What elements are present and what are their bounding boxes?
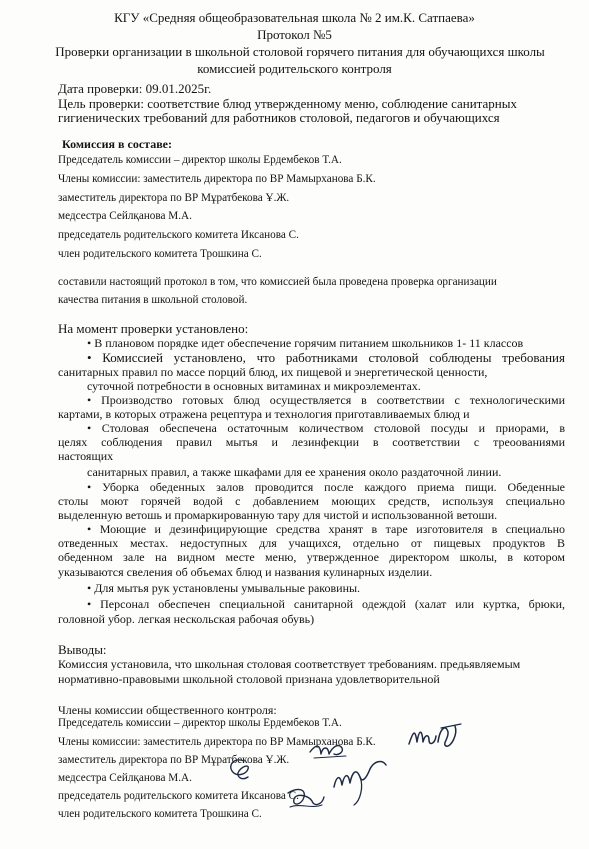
commission-member: Члены комиссии: заместитель директора по ВР Мамырханова Б.К.: [58, 173, 376, 185]
conclusions-line-2: нормативно-правовыми школьной столовой признана удовлетворительной: [58, 672, 440, 686]
findings-line: настоящих: [58, 449, 114, 463]
findings-line: • Для мытья рук установлены умывальные раковины.: [87, 581, 361, 595]
findings-line: выделенную ветошь и промаркированную тару для чистой и использованной ветоши.: [58, 508, 498, 522]
findings-line: • В плановом порядке идет обеспечение горячим питанием школьников 1- 11 классов: [87, 336, 524, 350]
findings-line: целях соблюдения правил мытья и лезинфекции в соответствии с треоованиями: [58, 435, 565, 449]
signature-member: председатель родительского комитета Иксанова С.: [58, 790, 299, 802]
findings-line: • Столовая обеспечена остаточным количеством столовой посуды и приорами, в: [87, 421, 565, 435]
commission-member: член родительского комитета Трошкина С.: [58, 248, 262, 260]
findings-line: санитарных правил, а также шкафами для ее хранения около раздаточной линии.: [87, 465, 502, 479]
findings-line: • Уборка обеденных залов проводится после каждого приема пищи. Обеденные: [87, 480, 565, 494]
findings-line: суточной потребности в основных витаминах и микроэлементах.: [87, 379, 421, 393]
school-name: КГУ «Средняя общеобразовательная школа № 2 им.К. Сатпаева»: [114, 10, 475, 25]
check-date: Дата проверки: 09.01.2025г.: [58, 81, 212, 96]
findings-line: • Комиссией установлено, что работниками столовой соблюдены требования: [87, 350, 565, 365]
subject-line-2: комиссией родительского контроля: [197, 61, 392, 76]
handwritten-signature: [330, 757, 392, 809]
signature-member: заместитель директора по ВР Мұратбекова Ұ.Ж.: [58, 754, 290, 766]
signatures-heading: Члены комиссии общественного контроля:: [58, 703, 277, 717]
commission-member: председатель родительского комитета Иксанова С.: [58, 229, 299, 241]
intro-line-2: качества питания в школьной столовой.: [58, 294, 248, 306]
findings-line: • Моющие и дезинфицирующие средства хранят в таре изготовителя в специально: [87, 522, 565, 536]
findings-line: • Производство готовых блюд осуществляется в соответствии с технологическими: [87, 393, 565, 407]
findings-line: головной убор. легкая нескольская рабочая обувь): [58, 612, 315, 626]
findings-line: отведенных местах. недоступных для учащихся, отдельно от пищевых продуктов В: [58, 536, 565, 550]
intro-line-1: составили настоящий протокол в том, что комиссией была проведена проверка организации: [58, 276, 497, 288]
signature-member: медсестра Сейлқанова М.А.: [58, 772, 192, 784]
findings-line: картами, в которых отражена рецептура и технология приготавливаемых блюд и: [58, 407, 470, 421]
purpose-line-1: Цель проверки: соответствие блюд утвержденному меню, соблюдение санитарных: [58, 96, 517, 111]
commission-member: Председатель комиссии – директор школы Ердембеков Т.А.: [58, 154, 342, 166]
signature-member: член родительского комитета Трошкина С.: [58, 808, 262, 820]
handwritten-signature: [224, 755, 254, 783]
commission-member: медсестра Сейлқанова М.А.: [58, 210, 192, 222]
findings-heading: На момент проверки установлено:: [58, 321, 249, 336]
subject-line-1: Проверки организации в школьной столовой горячего питания для обучающихся школы: [55, 44, 545, 59]
purpose-line-2: гигиенических требований для работников столовой, педагогов и обучающихся: [58, 110, 500, 125]
commission-heading: Комиссия в составе:: [62, 137, 172, 151]
signature-member: Члены комиссии: заместитель директора по ВР Мамырханова Б.К.: [58, 736, 376, 748]
findings-line: столы моют горячей водой с добавлением моющих средств, используя специально: [58, 494, 565, 508]
handwritten-signature: [405, 718, 465, 752]
signature-member: Председатель комиссии – директор школы Ердембеков Т.А.: [58, 717, 342, 729]
protocol-number: Протокол №5: [257, 27, 332, 42]
findings-line: указываются свеления об объемах блюд и названия кулинарных изделии.: [58, 565, 433, 579]
conclusions-line-1: Комиссия установила, что школьная столовая соответствует требованиям. предьявляемым: [58, 657, 521, 671]
conclusions-heading: Выводы:: [58, 642, 107, 657]
commission-member: заместитель директора по ВР Мұратбекова Ұ.Ж.: [58, 192, 290, 204]
findings-line: обеденном зале на видном месте меню, утвержденное директором школы, в котором: [58, 550, 565, 564]
handwritten-signature: [284, 785, 328, 813]
findings-line: санитарных правил по массе порций блюд, их пищевой и энергетической ценности,: [58, 365, 488, 379]
findings-line: • Персонал обеспечен специальной санитарной одеждой (халат или куртка, брюки,: [87, 597, 565, 611]
